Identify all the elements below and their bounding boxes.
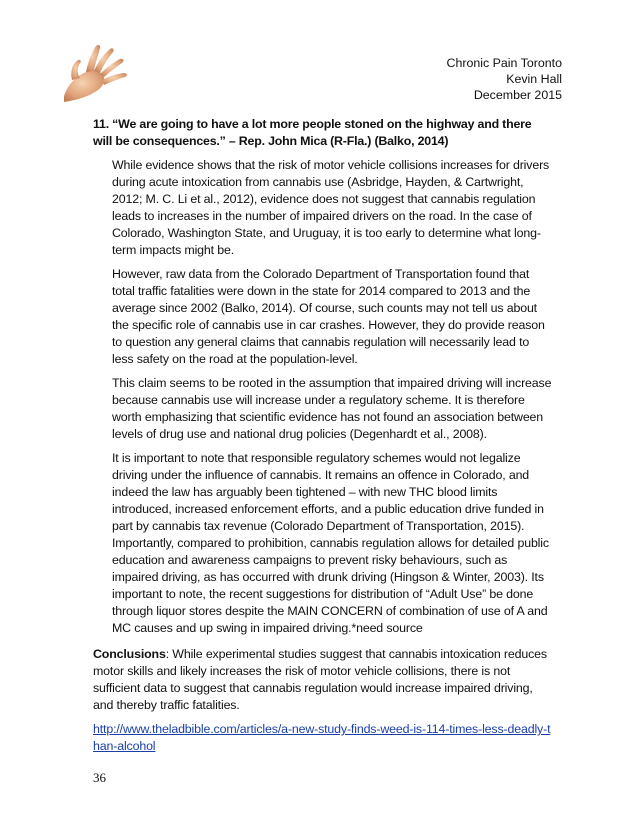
body-paragraph: It is important to note that responsible regulatory schemes would not legalize driving under the influence of cannabis. It remains an offence in Colorado, and indeed the law has arguably been tightened – with new THC blood limits introduced, increased enforcement efforts, and a public education drive funded in part by cannabis tax revenue (Colorado Department of Transportation, 2015). Importantly, compared to prohibition, cannabis regulation allows for detailed public education and awareness campaigns to prevent risky behaviours, such as impaired driving, as has occurred with drunk driving (Hingson & Winter, 2003). Its important to note, the recent suggestions for distribution of “Adult Use” be done through liquor stores despite the MAIN CONCERN of combination of use of A and MC causes and up swing in impaired driving.*need source <box>112 451 549 635</box>
conclusions-text: : While experimental studies suggest that cannabis intoxication reduces motor skills and likely increases the risk of motor vehicle collisions, there is not sufficient data to suggest that cannabis regulation would increase impaired driving, and thereby traffic fatalities. <box>93 647 547 712</box>
header-date: December 2015 <box>473 88 562 102</box>
header-author: Kevin Hall <box>506 72 562 86</box>
conclusions-label: Conclusions <box>93 647 166 661</box>
document-header <box>447 55 562 103</box>
source-link[interactable]: http://www.theladbible.com/articles/a-new-study-finds-weed-is-114-times-less-deadly-than-alcohol <box>93 722 551 753</box>
document-body <box>93 116 553 755</box>
hand-icon <box>58 36 134 104</box>
section-heading: 11. “We are going to have a lot more people stoned on the highway and there will be consequences.” – Rep. John Mica (R-Fla.) (Balko, 2014) <box>93 117 532 148</box>
body-paragraph: However, raw data from the Colorado Department of Transportation found that total traffic fatalities were down in the state for 2014 compared to 2013 and the average since 2002 (Balko, 2014). Of course, such counts may not tell us about the specific role of cannabis use in car crashes. However, they do provide reason to question any general claims that cannabis regulation will necessarily lead to less safety on the road at the population-level. <box>112 267 545 366</box>
body-paragraph: This claim seems to be rooted in the assumption that impaired driving will increase because cannabis use will increase under a regulatory scheme. It is therefore worth emphasizing that scientific evidence has not found an association between levels of drug use and national drug policies (Degenhardt et al., 2008). <box>112 376 552 441</box>
page-number: 36 <box>93 770 106 785</box>
header-organization: Chronic Pain Toronto <box>446 56 562 70</box>
body-paragraph: While evidence shows that the risk of motor vehicle collisions increases for drivers during acute intoxication from cannabis use (Asbridge, Hayden, & Cartwright, 2012; M. C. Li et al., 2012), evidence does not suggest that cannabis regulation leads to increases in the number of impaired drivers on the road. In the case of Colorado, Washington State, and Uruguay, it is too early to determine what long-term impacts might be. <box>112 158 550 257</box>
conclusions-paragraph <box>93 646 553 714</box>
